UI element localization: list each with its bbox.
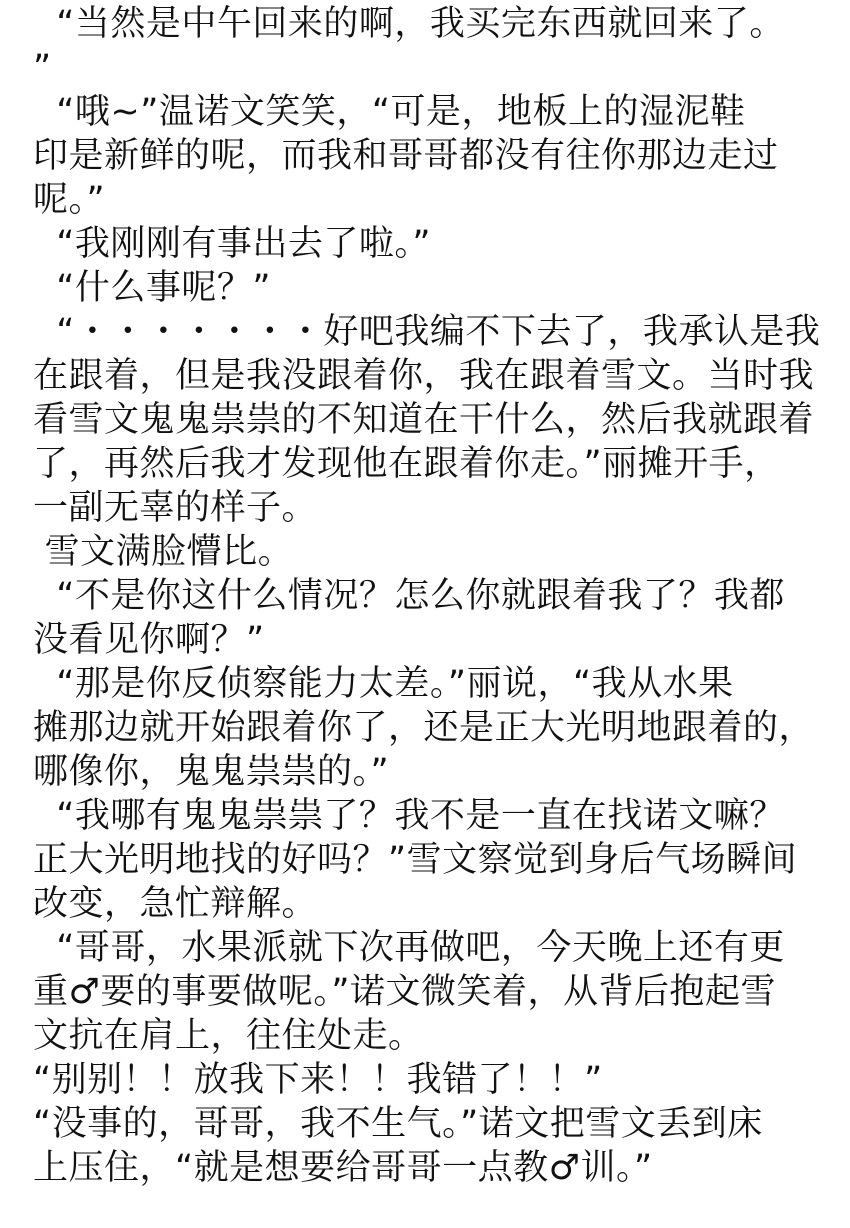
text-line: “哦~”温诺文笑笑，“可是，地板上的湿泥鞋: [33, 92, 746, 132]
text-line: 正大光明地找的好吗？”雪文察觉到身后气场瞬间: [33, 840, 798, 880]
text-line: 在跟着，但是我没跟着你，我在跟着雪文。当时我: [33, 356, 815, 396]
story-text: [33, 2, 823, 1190]
text-line: 重♂要的事要做呢。”诺文微笑着，从背后抱起雪: [33, 972, 777, 1012]
text-line: 呢。”: [33, 180, 106, 220]
text-line: “那是你反侦察能力太差。”丽说，“我从水果: [33, 664, 734, 704]
text-line: 摊那边就开始跟着你了，还是正大光明地跟着的，: [33, 708, 815, 748]
text-line: 改变，急忙辩解。: [33, 884, 318, 924]
text-line: “别别！！放我下来！！我错了！！”: [33, 1060, 603, 1100]
text-line: 哪像你，鬼鬼祟祟的。”: [33, 752, 390, 792]
text-line: “不是你这什么情况？怎么你就跟着我了？我都: [33, 576, 785, 616]
text-line: “当然是中午回来的啊，我买完东西就回来了。: [33, 4, 785, 44]
text-line: “什么事呢？”: [33, 268, 272, 308]
text-line: 了，再然后我才发现他在跟着你走。”丽摊开手，: [33, 444, 780, 484]
text-line: ”: [33, 48, 52, 88]
text-line: “没事的，哥哥，我不生气。”诺文把雪文丢到床: [33, 1104, 763, 1144]
text-line: “・・・・・・・好吧我编不下去了，我承认是我: [33, 312, 821, 352]
text-line: “哥哥，水果派就下次再做吧，今天晚上还有更: [33, 928, 785, 968]
text-line: 印是新鲜的呢，而我和哥哥都没有往你那边走过: [33, 136, 779, 176]
text-line: 没看见你啊？”: [33, 620, 265, 660]
text-line: 上压住，“就是想要给哥哥一点教♂训。”: [33, 1148, 653, 1188]
text-line: 看雪文鬼鬼祟祟的不知道在干什么，然后我就跟着: [33, 400, 815, 440]
text-line: “我哪有鬼鬼祟祟了？我不是一直在找诺文嘛？: [33, 796, 785, 836]
text-line: “我刚刚有事出去了啦。”: [33, 224, 432, 264]
text-line: 一副无辜的样子。: [33, 488, 318, 528]
text-line: 文抗在肩上，往住处走。: [33, 1016, 424, 1056]
text-line: 雪文满脸懵比。: [33, 532, 294, 572]
